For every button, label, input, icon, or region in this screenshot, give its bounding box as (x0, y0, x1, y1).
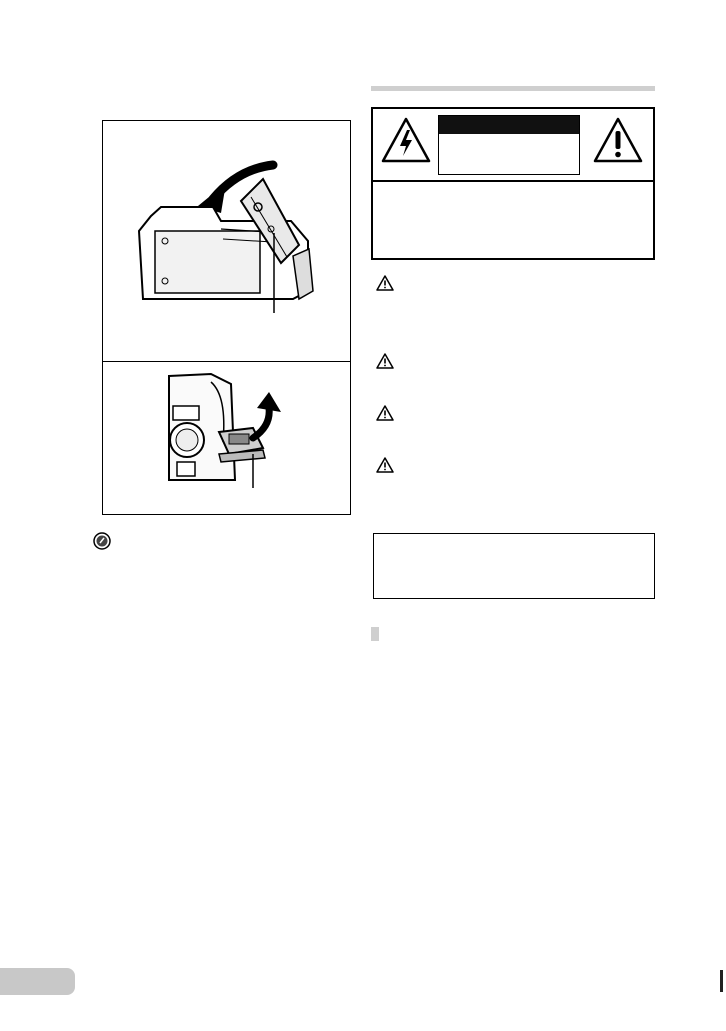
lightning-bolt-warning-icon (380, 116, 432, 164)
subsection-marker (371, 627, 379, 641)
page-number-tab (0, 968, 75, 995)
camera-side-illustration (103, 362, 350, 514)
battery-cover-illustration (103, 121, 350, 361)
warning-box-divider (373, 180, 653, 182)
illustration-box (102, 120, 351, 515)
small-warning-icon (376, 353, 394, 369)
section-heading-rule (371, 86, 655, 91)
connector-cover-illustration (103, 362, 350, 514)
small-warning-icon (376, 457, 394, 473)
caution-warning-box (371, 107, 655, 260)
caution-label-bar (439, 116, 579, 134)
caution-label-panel (438, 115, 580, 175)
small-warning-icon (376, 405, 394, 421)
page-edge-mark (720, 970, 723, 992)
small-warning-icon (376, 275, 394, 291)
exclamation-warning-icon (592, 116, 644, 164)
notice-box (373, 533, 655, 599)
camera-top-illustration (103, 121, 350, 361)
note-icon (93, 532, 111, 550)
